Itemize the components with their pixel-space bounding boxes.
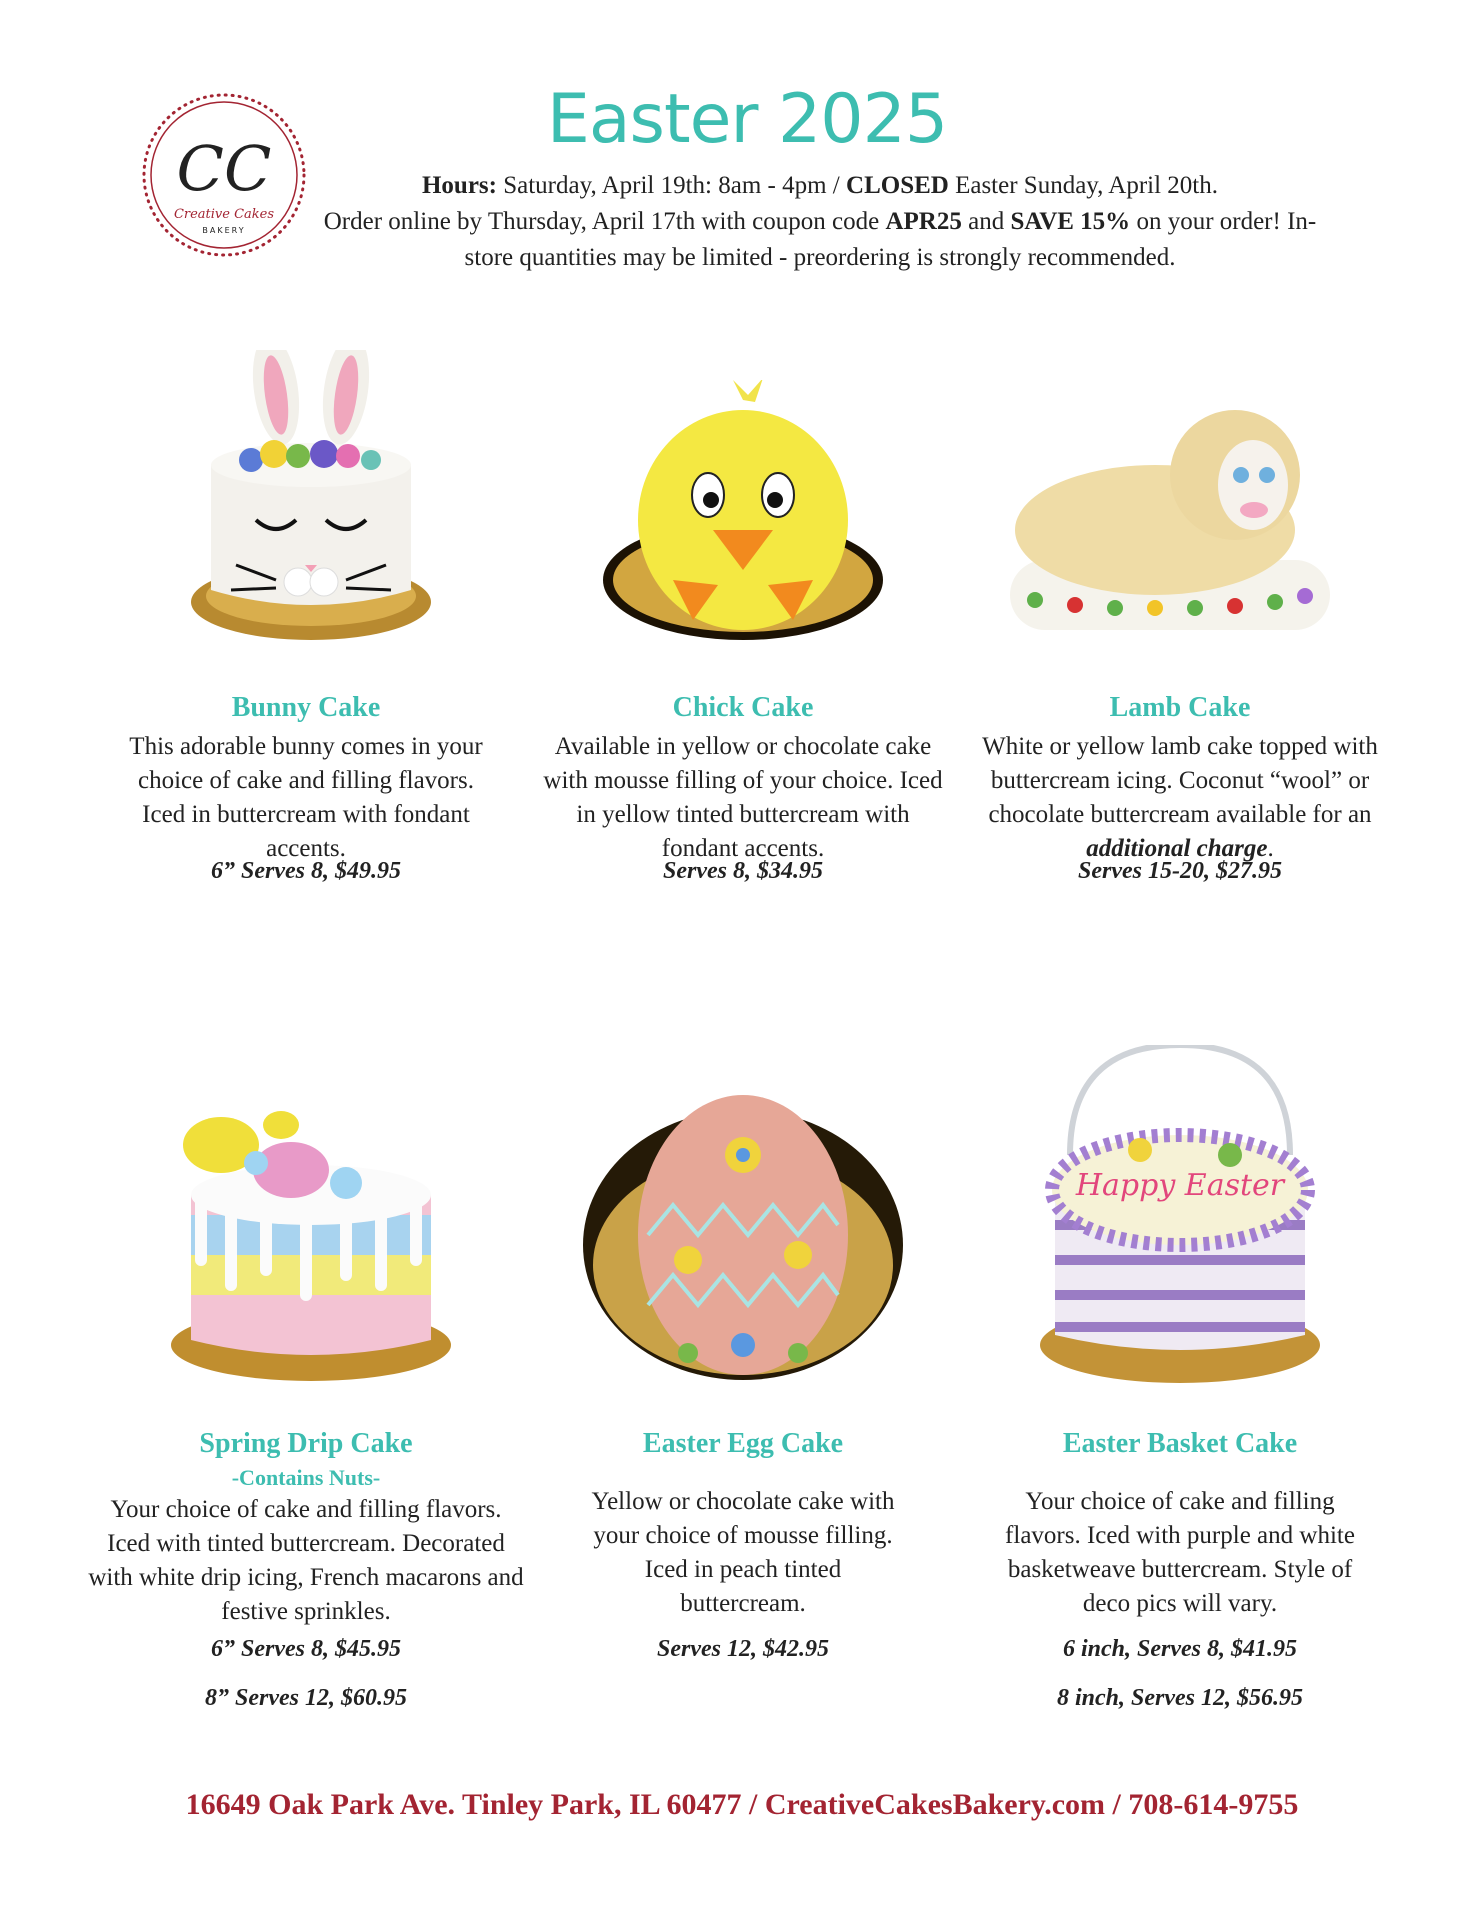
product-name: Lamb Cake xyxy=(1109,692,1251,723)
product-lamb-cake[interactable] xyxy=(960,350,1400,930)
product-chick-cake[interactable] xyxy=(523,350,963,930)
bunny-cake-image xyxy=(176,350,446,655)
product-price: 6 inch, Serves 8, $41.95 xyxy=(1063,1636,1297,1662)
product-name: Easter Egg Cake xyxy=(642,1428,844,1459)
product-price: Serves 15-20, $27.95 xyxy=(1078,858,1282,884)
product-price-large: 8 inch, Serves 12, $56.95 xyxy=(1057,1685,1303,1711)
product-description: Your choice of cake and filling flavors. Iced with tinted buttercream. Decorated with white drip icing, French macarons and festive sprinkles. xyxy=(88,1496,524,1625)
product-description: Your choice of cake and filling flavors. Iced with purple and white basketweave buttercream. Style of deco pics will vary. xyxy=(1005,1488,1355,1617)
svg-text:Creative Cakes: Creative Cakes xyxy=(173,207,275,222)
svg-text:CC: CC xyxy=(176,132,272,205)
product-bunny-cake[interactable] xyxy=(86,350,526,930)
product-description: Available in yellow or chocolate cake with mousse filling of your choice. Iced in yellow tinted buttercream with fondant accents. xyxy=(543,733,943,862)
product-description: White or yellow lamb cake topped with buttercream icing. Coconut “wool” or chocolate buttercream available for an additional charge. xyxy=(982,733,1378,862)
product-name: Spring Drip Cake xyxy=(199,1428,413,1459)
allergen-note: -Contains Nuts- xyxy=(231,1465,381,1490)
svg-text:BAKERY: BAKERY xyxy=(202,226,246,235)
product-easter-egg-cake[interactable] xyxy=(523,1085,963,1725)
product-price-large: 8” Serves 12, $60.95 xyxy=(205,1685,407,1711)
easter-egg-cake-image xyxy=(573,1085,913,1390)
product-description: This adorable bunny comes in your choice of cake and filling flavors. Iced in buttercream with fondant accents. xyxy=(129,733,483,862)
product-price: 6” Serves 8, $45.95 xyxy=(211,1636,401,1662)
product-price: 6” Serves 8, $49.95 xyxy=(211,858,401,884)
product-name: Chick Cake xyxy=(672,692,814,723)
product-description: Yellow or chocolate cake with your choice of mousse filling. Iced in peach tinted buttercream. xyxy=(591,1488,895,1617)
product-spring-drip-cake[interactable] xyxy=(86,1085,526,1725)
footer-contact: 16649 Oak Park Ave. Tinley Park, IL 60477 / CreativeCakesBakery.com / 708-614-9755 xyxy=(185,1788,1299,1821)
lamb-cake-image xyxy=(1005,400,1335,645)
spring-drip-cake-image xyxy=(161,1085,461,1390)
intro-text: Hours: Saturday, April 19th: 8am - 4pm / CLOSED Easter Sunday, April 20th. Order online by Thursday, April 17th with coupon code APR25 and SAVE 15% on your order! In-store quantities may be limited - preordering is strongly recommended. xyxy=(323,172,1317,271)
product-easter-basket-cake[interactable] xyxy=(960,1045,1400,1725)
easter-basket-cake-image xyxy=(1030,1045,1330,1390)
product-price: Serves 12, $42.95 xyxy=(657,1636,829,1662)
product-price: Serves 8, $34.95 xyxy=(663,858,823,884)
chick-cake-image xyxy=(593,380,893,655)
page-title: Easter 2025 xyxy=(546,80,948,159)
product-name: Easter Basket Cake xyxy=(1062,1428,1298,1459)
svg-text:Happy Easter: Happy Easter xyxy=(1075,1168,1285,1203)
product-name: Bunny Cake xyxy=(231,692,381,723)
